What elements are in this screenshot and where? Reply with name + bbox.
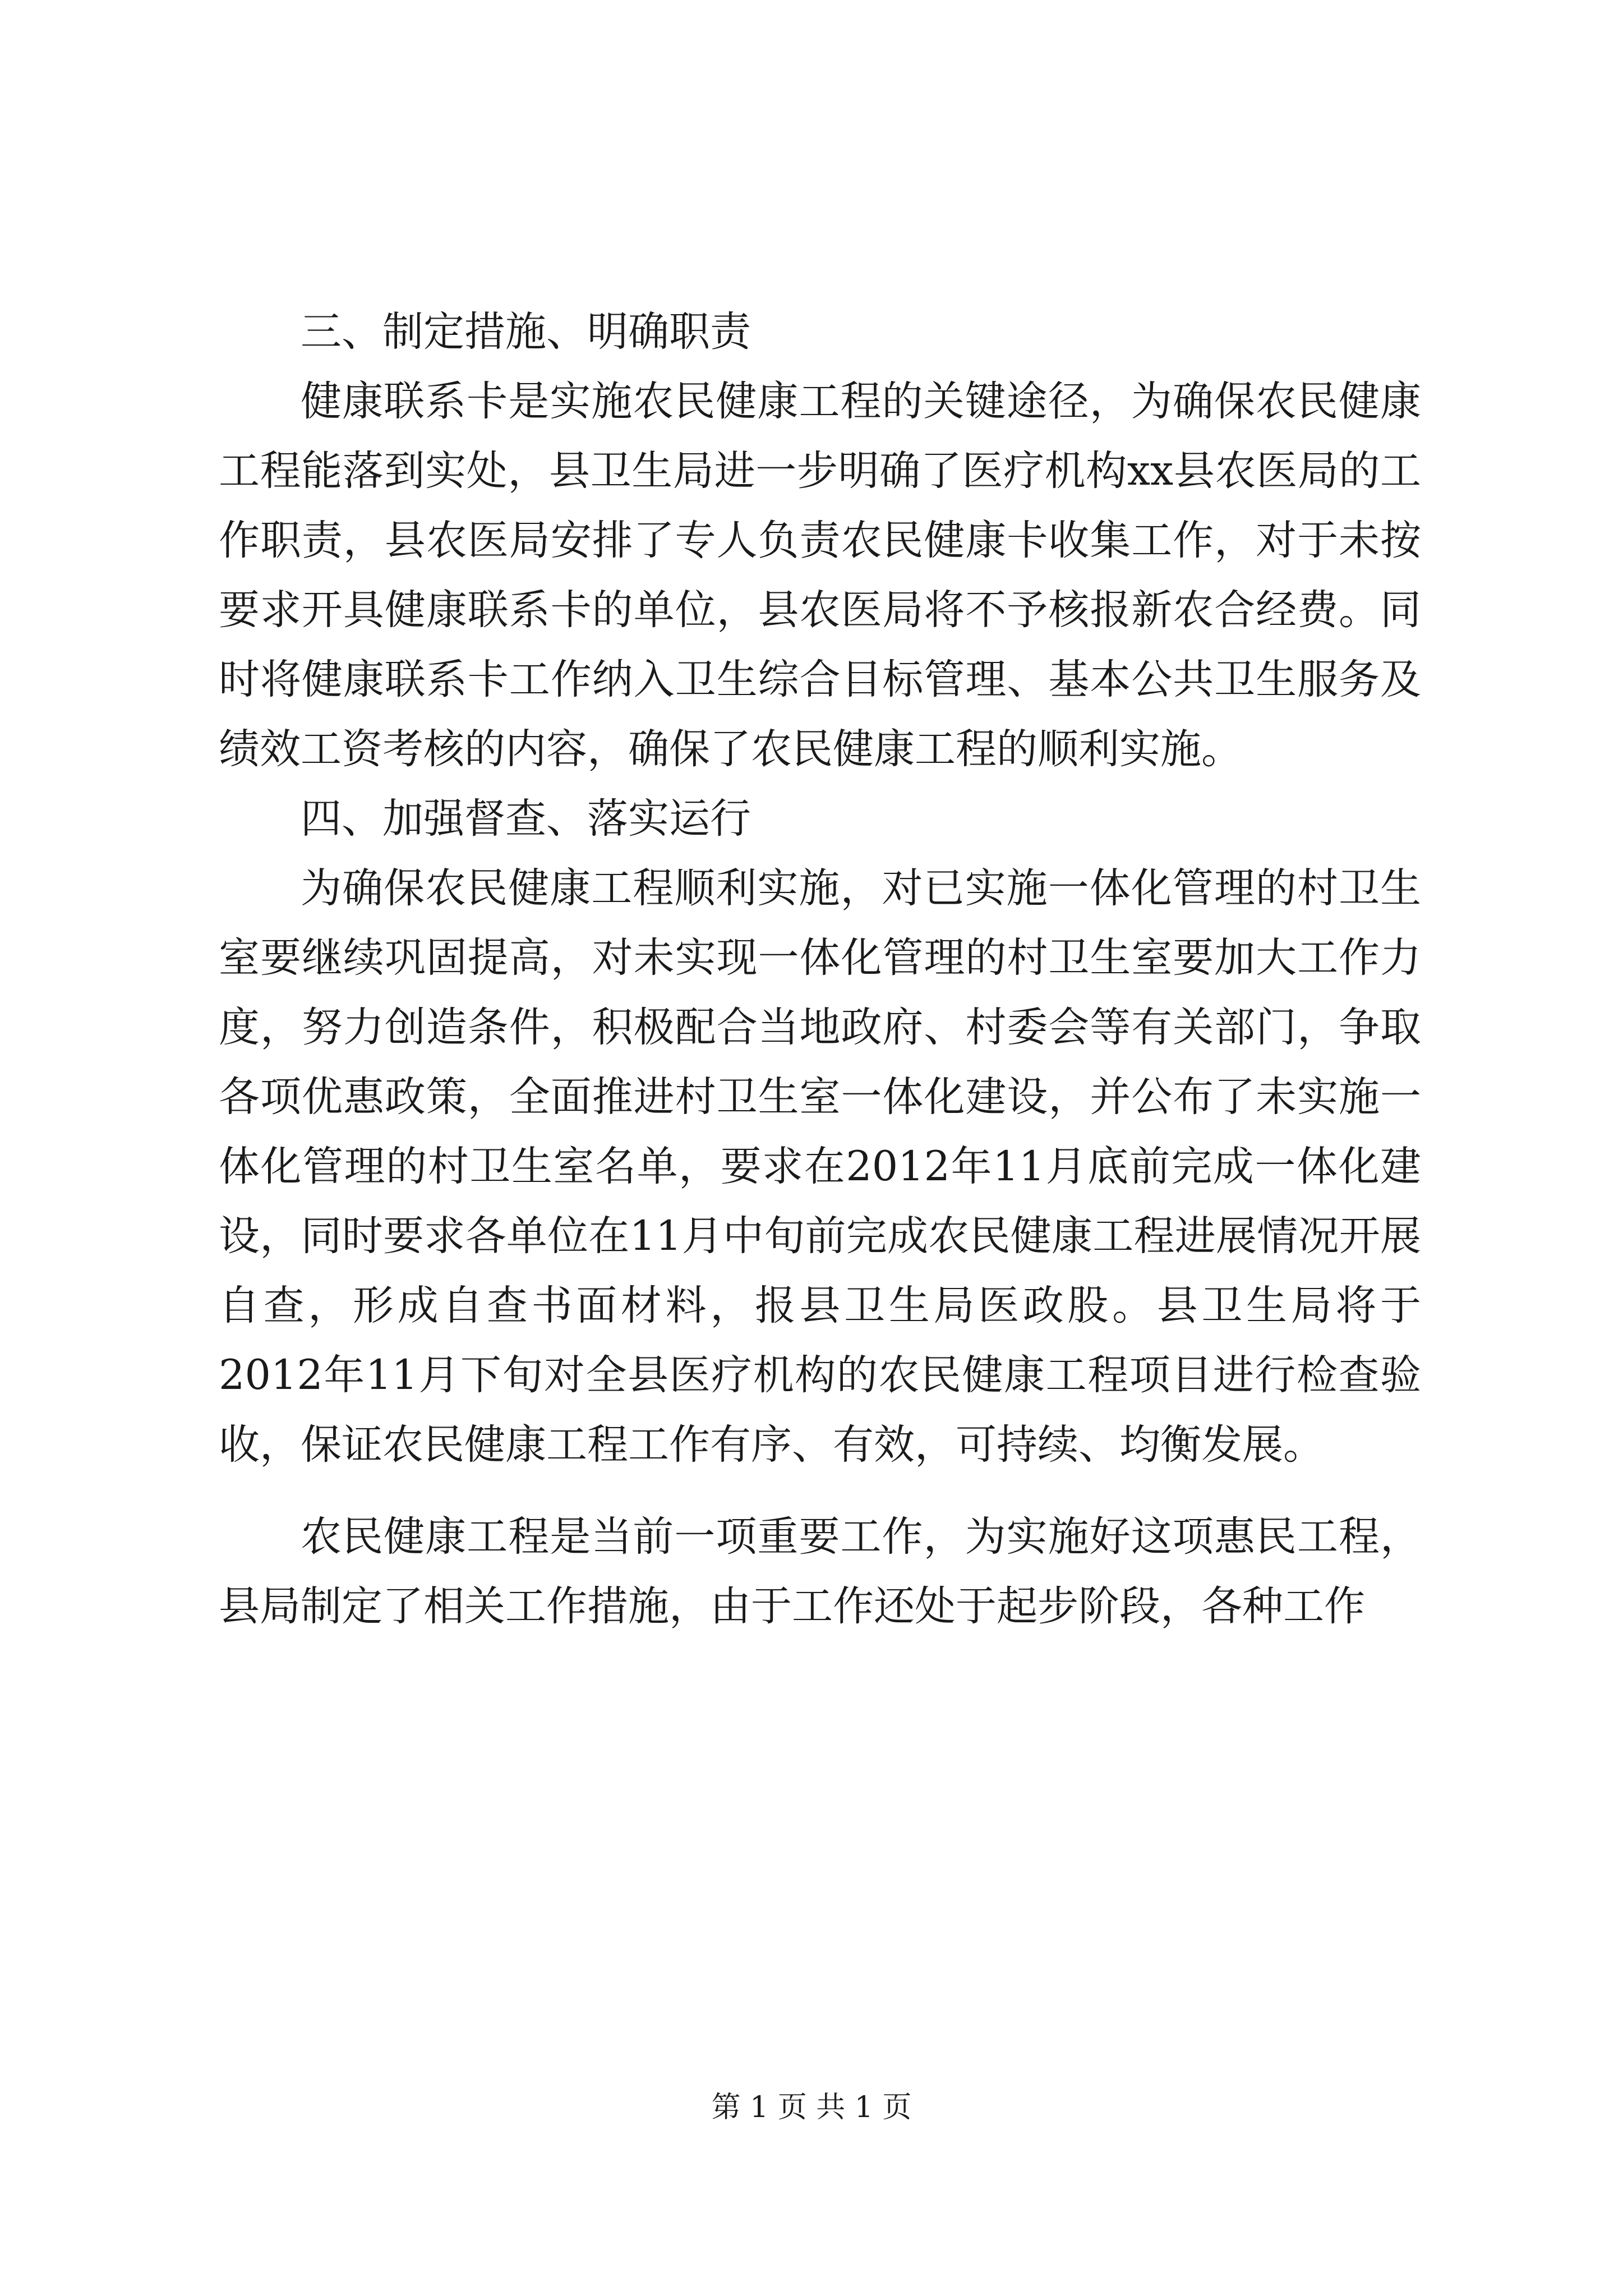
- paragraph-gap: [219, 1480, 1421, 1502]
- section-3-heading: 三、制定措施、明确职责: [301, 308, 751, 356]
- page-number-footer: 第 1 页 共 1 页: [711, 2091, 912, 2124]
- section-4-heading: 四、加强督查、落实运行: [301, 795, 751, 843]
- closing-paragraph: 农民健康工程是当前一项重要工作，为实施好这项惠民工程，县局制定了相关工作措施，由于工作还处于起步阶段，各种工作: [219, 1513, 1421, 1630]
- section-4-paragraph: 为确保农民健康工程顺利实施，对已实施一体化管理的村卫生室要继续巩固提高，对未实现一体化管理的村卫生室要加大工作力度，努力创造条件，积极配合当地政府、村委会等有关部门，争取各项优惠政策，全面推进村卫生室一体化建设，并公布了未实施一体化管理的村卫生室名单，要求在2012年11月底前完成一体化建设，同时要求各单位在11月中旬前完成农民健康工程进展情况开展自查，形成自查书面材料，报县卫生局医政股。县卫生局将于2012年11月下旬对全县医疗机构的农民健康工程项目进行检查验收，保证农民健康工程工作有序、有效，可持续、均衡发展。: [219, 864, 1421, 1469]
- section-3-paragraph: 健康联系卡是实施农民健康工程的关键途径，为确保农民健康工程能落到实处，县卫生局进一步明确了医疗机构xx县农医局的工作职责，县农医局安排了专人负责农民健康卡收集工作，对于未按要求开具健康联系卡的单位，县农医局将不予核报新农合经费。同时将健康联系卡工作纳入卫生综合目标管理、基本公共卫生服务及绩效工资考核的内容，确保了农民健康工程的顺利实施。: [219, 378, 1421, 773]
- document-body: [219, 297, 1421, 1641]
